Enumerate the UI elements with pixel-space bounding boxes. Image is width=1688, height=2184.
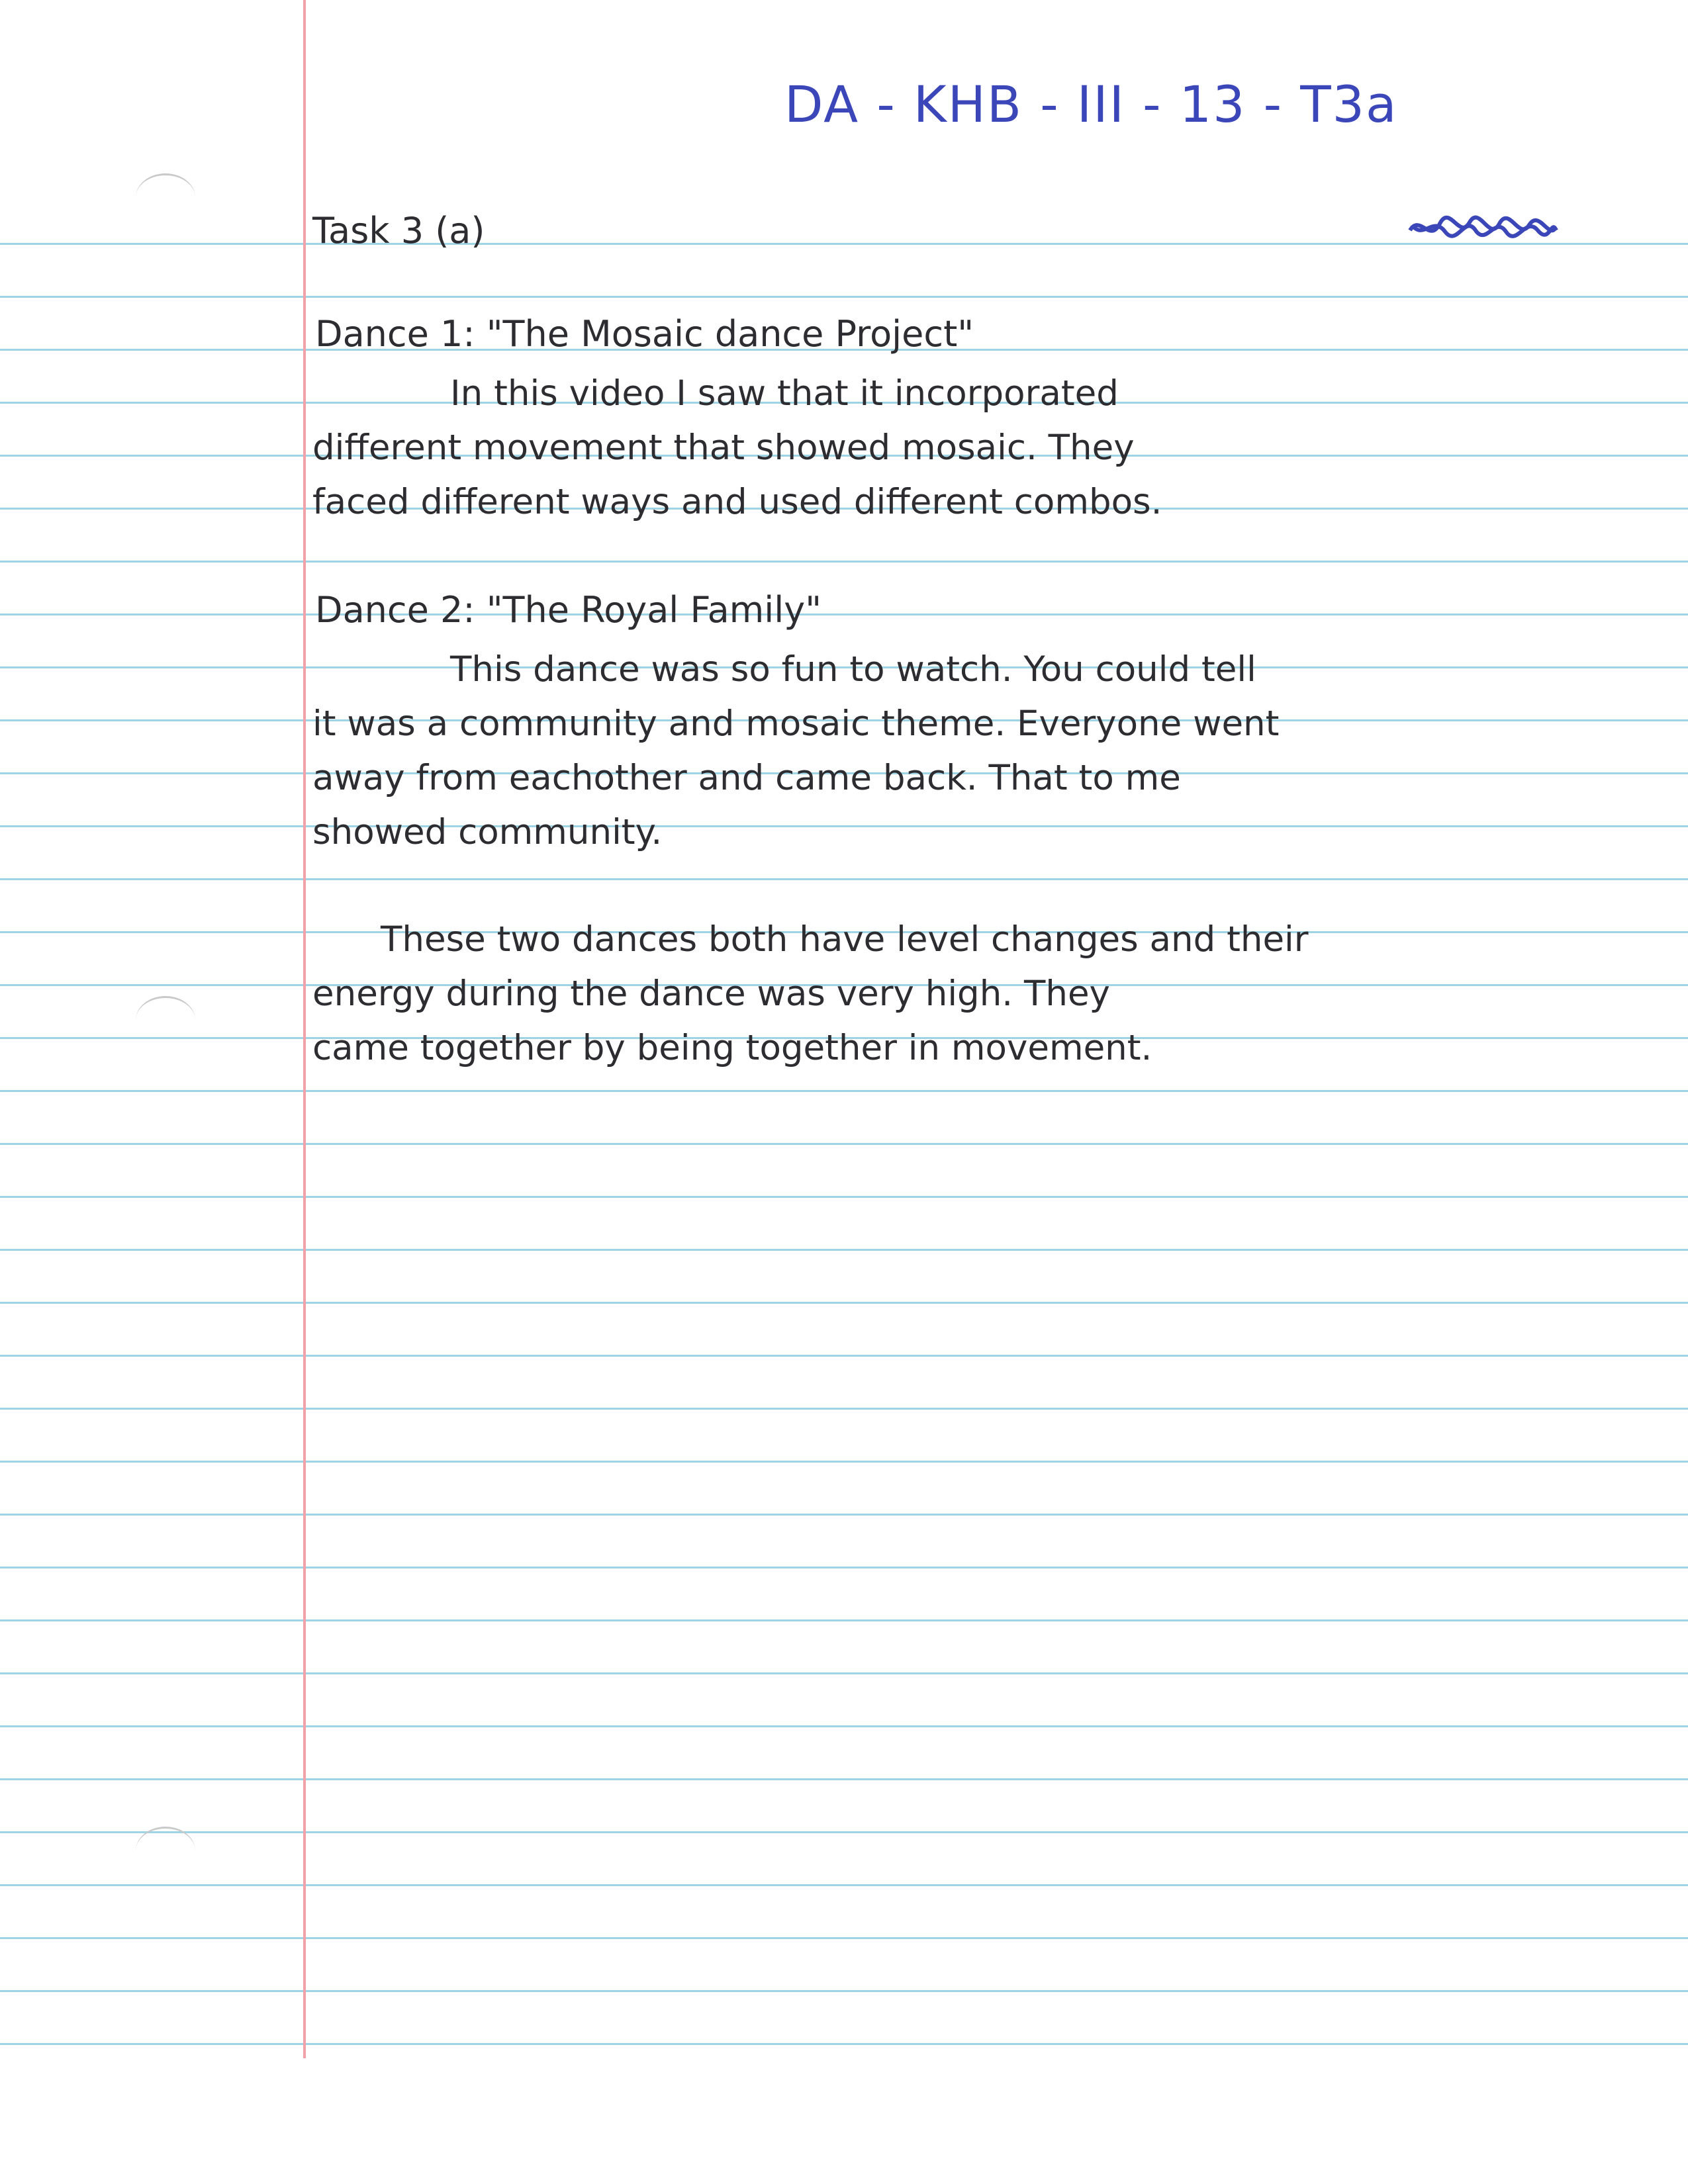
- scribbled-out-mark: [1407, 210, 1559, 245]
- dance1-line: In this video I saw that it incorporated: [450, 373, 1119, 414]
- task-title: Task 3 (a): [312, 210, 485, 251]
- comparison-line: These two dances both have level changes and their: [381, 919, 1309, 960]
- dance1-line: faced different ways and used different combos.: [312, 482, 1162, 522]
- comparison-line: came together by being together in movement.: [312, 1028, 1152, 1068]
- comparison-line: energy during the dance was very high. They: [312, 974, 1110, 1014]
- dance2-line: it was a community and mosaic theme. Everyone went: [312, 704, 1280, 744]
- punch-hole-top: [136, 173, 195, 222]
- punch-hole-middle: [136, 996, 195, 1044]
- dance2-line: showed community.: [312, 812, 663, 852]
- document-id: DA - KHB - III - 13 - T3a: [784, 75, 1398, 134]
- margin-line: [303, 0, 306, 2058]
- dance2-line: This dance was so fun to watch. You could tell: [450, 649, 1256, 690]
- dance1-heading: Dance 1: "The Mosaic dance Project": [315, 313, 974, 355]
- dance2-heading: Dance 2: "The Royal Family": [315, 589, 822, 631]
- dance1-line: different movement that showed mosaic. They: [312, 428, 1135, 468]
- dance2-line: away from eachother and came back. That to me: [312, 758, 1181, 798]
- punch-hole-bottom: [136, 1827, 195, 1875]
